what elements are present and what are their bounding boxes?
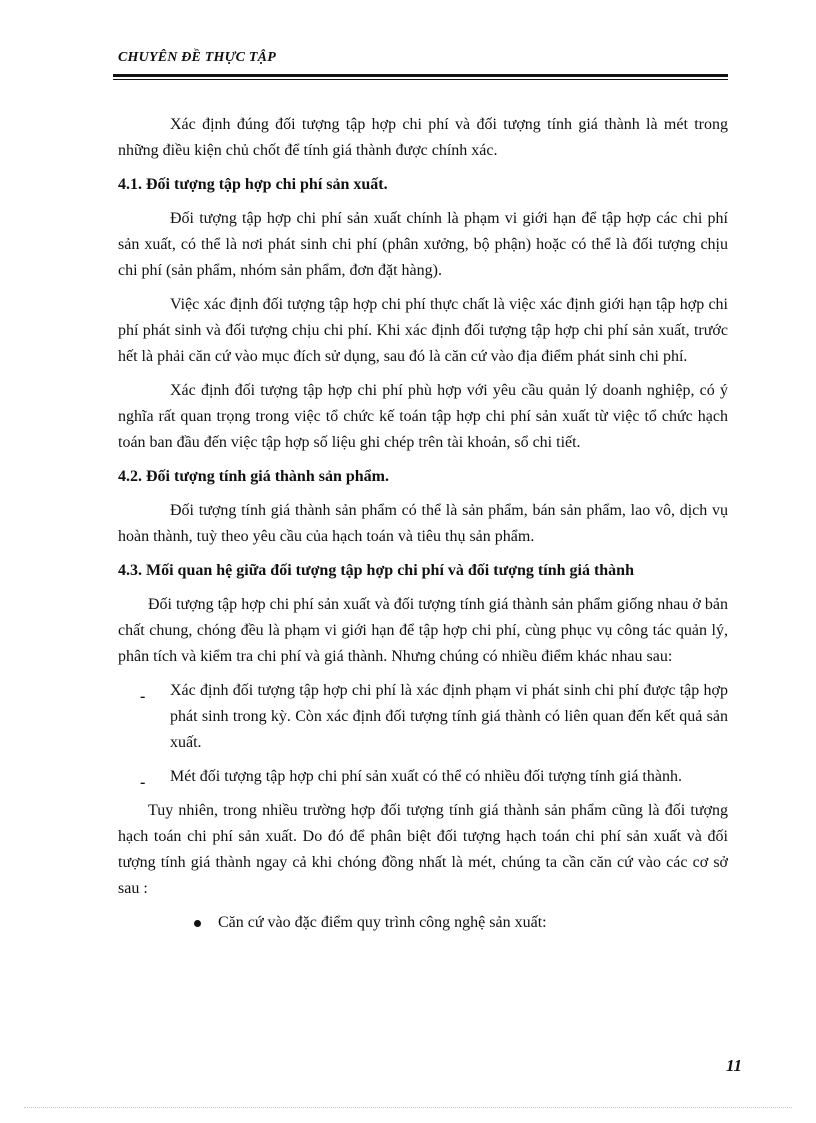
section-4-1-paragraph: Việc xác định đối tượng tập hợp chi phí thực chất là việc xác định giới hạn tập hợp chi phí phát sinh và đối tượng chịu chi phí. Khi xác định đối tượng tập hợp chi phí sản xuất, trước hết là phải căn cứ vào mục đích sử dụng, sau đó là căn cứ vào địa điểm phát sinh chi phí.	[118, 296, 728, 365]
dash-item-text: Xác định đối tượng tập hợp chi phí là xác định phạm vi phát sinh chi phí được tập hợp phát sinh trong kỳ. Còn xác định đối tượng tính giá thành có liên quan đến kết quả sản xuất.	[170, 682, 728, 751]
bullet-list-item	[118, 910, 728, 936]
header-rule-thick	[113, 74, 728, 77]
bullet-item-text: Căn cứ vào đặc điểm quy trình công nghệ sản xuất:	[218, 914, 547, 931]
header-rule-thin	[113, 79, 728, 80]
dash-item-text: Mét đối tượng tập hợp chi phí sản xuất có thể có nhiều đối tượng tính giá thành.	[170, 768, 682, 785]
section-4-1-paragraph: Xác định đối tượng tập hợp chi phí phù hợp với yêu cầu quản lý doanh nghiệp, có ý nghĩa rất quan trọng trong việc tổ chức kế toán tập hợp chi phí sản xuất từ việc tổ chức hạch toán ban đầu đến việc tập hợp số liệu ghi chép trên tài khoản, sổ chi tiết.	[118, 382, 728, 451]
page-body	[118, 112, 728, 944]
dash-marker: -	[140, 774, 146, 791]
page-number: 11	[725, 1056, 742, 1075]
section-4-2-paragraph: Đối tượng tính giá thành sản phẩm có thể là sản phẩm, bán sản phẩm, lao vô, dịch vụ hoàn thành, tuỳ theo yêu cầu của hạch toán và tiêu thụ sản phẩm.	[118, 502, 728, 545]
dash-list-item	[118, 764, 728, 790]
section-4-1-heading: 4.1. Đối tượng tập hợp chi phí sản xuất.	[118, 176, 388, 193]
section-4-3-paragraph: Đối tượng tập hợp chi phí sản xuất và đối tượng tính giá thành sản phẩm giống nhau ở bản chất chung, chóng đều là phạm vi giới hạn để tập hợp chi phí, cùng phục vụ công tác quản lý, phân tích và kiểm tra chi phí và giá thành. Nhưng chúng có nhiều điểm khác nhau sau:	[118, 596, 728, 665]
section-4-1-paragraph: Đối tượng tập hợp chi phí sản xuất chính là phạm vi giới hạn để tập hợp các chi phí sản xuất, có thể là nơi phát sinh chi phí (phân xưởng, bộ phận) hoặc có thể là đối tượng chịu chi phí (sản phẩm, nhóm sản phẩm, đơn đặt hàng).	[118, 210, 728, 279]
section-4-3-closing-paragraph: Tuy nhiên, trong nhiều trường hợp đối tượng tính giá thành sản phẩm cũng là đối tượng hạch toán chi phí sản xuất. Do đó để phân biệt đối tượng hạch toán chi phí sản xuất và đối tượng tính giá thành ngay cả khi chóng đồng nhất là mét, chúng ta cần căn cứ vào các cơ sở sau :	[118, 802, 728, 897]
dash-marker: -	[140, 688, 146, 705]
page-bottom-border	[24, 1107, 792, 1108]
section-4-3-heading: 4.3. Mối quan hệ giữa đối tượng tập hợp chi phí và đối tượng tính giá thành	[118, 562, 634, 579]
bullet-dot-icon	[194, 920, 201, 927]
running-header: CHUYÊN ĐỀ THỰC TẬP	[118, 50, 276, 65]
section-4-2-heading: 4.2. Đối tượng tính giá thành sản phẩm.	[118, 468, 389, 485]
dash-list-item	[118, 678, 728, 756]
intro-paragraph: Xác định đúng đối tượng tập hợp chi phí và đối tượng tính giá thành là mét trong những điều kiện chủ chốt để tính giá thành được chính xác.	[118, 116, 728, 159]
